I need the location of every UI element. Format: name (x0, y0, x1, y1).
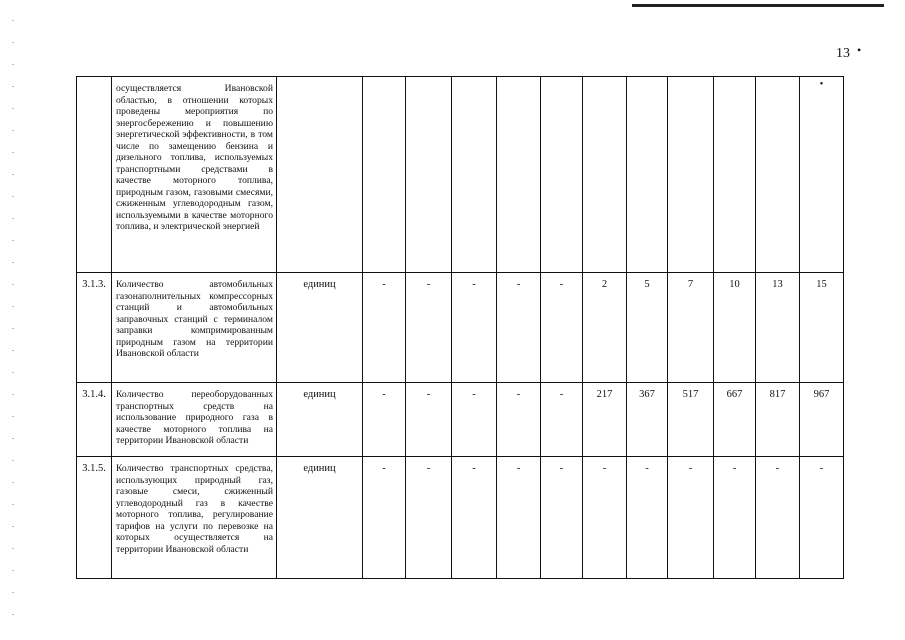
value-cell: 5 (627, 273, 668, 383)
value-cell: - (627, 457, 668, 579)
row-description: Количество автомобильных газонаполнительных компрессорных станций и автомобильных заправочных станций с терминалом заправки компримированным природным газом на территории Ивановской области (112, 273, 277, 383)
row-description: Количество переоборудованных транспортных средств на использование природного газа в качестве моторного топлива на территории Ивановской области (112, 383, 277, 457)
value-cell: 15 (800, 273, 844, 383)
value-cell: - (497, 383, 541, 457)
value-cell (756, 77, 800, 273)
value-cell (363, 77, 406, 273)
value-cell: 967 (800, 383, 844, 457)
row-number: 3.1.4. (77, 383, 112, 457)
row-number (77, 77, 112, 273)
value-cell: - (583, 457, 627, 579)
value-cell: - (452, 273, 497, 383)
value-cell: 367 (627, 383, 668, 457)
row-unit: единиц (277, 273, 363, 383)
table-row (77, 383, 844, 457)
value-cell: - (406, 457, 452, 579)
value-cell: - (497, 273, 541, 383)
table-row (77, 273, 844, 383)
table-row (77, 457, 844, 579)
table-row (77, 77, 844, 273)
value-cell: - (541, 457, 583, 579)
value-cell (800, 77, 844, 273)
value-cell: 10 (714, 273, 756, 383)
value-cell: 667 (714, 383, 756, 457)
value-cell: - (756, 457, 800, 579)
value-cell (668, 77, 714, 273)
value-cell: 217 (583, 383, 627, 457)
indicators-table (76, 76, 844, 579)
value-cell: - (452, 383, 497, 457)
value-cell (541, 77, 583, 273)
page-number: 13 (836, 46, 850, 61)
row-number: 3.1.3. (77, 273, 112, 383)
value-cell: - (800, 457, 844, 579)
row-unit: единиц (277, 383, 363, 457)
value-cell: - (363, 457, 406, 579)
value-cell (406, 77, 452, 273)
header-rule (632, 4, 884, 7)
value-cell: - (363, 383, 406, 457)
row-number: 3.1.5. (77, 457, 112, 579)
value-cell (627, 77, 668, 273)
value-cell: 517 (668, 383, 714, 457)
value-cell: 7 (668, 273, 714, 383)
value-cell: - (668, 457, 714, 579)
value-cell: 2 (583, 273, 627, 383)
page-mark: • (857, 43, 862, 57)
value-cell: 817 (756, 383, 800, 457)
value-cell: - (406, 383, 452, 457)
row-description: Количество транспортных средства, использующих природный газ, газовые смеси, сжиженный углеводородный газ в качестве моторного топлива, регулирование тарифов на услуги по перевозке на которых осуществляется на территории Ивановской области (112, 457, 277, 579)
value-cell (714, 77, 756, 273)
row-description: осуществляется Ивановской областью, в отношении которых проведены мероприятия по энергосбережению и повышению энергетической эффективности, в том числе по замещению бензина и дизельного топлива, используемых транспортными средствами в качестве моторного топлива, природным газом, газовыми смесями, сжиженным углеводородным газом, используемыми в качестве моторного топлива, и электрической энергией (112, 77, 277, 273)
row-unit (277, 77, 363, 273)
value-cell: 13 (756, 273, 800, 383)
value-cell (452, 77, 497, 273)
value-cell: - (541, 383, 583, 457)
value-cell: - (363, 273, 406, 383)
value-cell (583, 77, 627, 273)
value-cell: - (714, 457, 756, 579)
row-unit: единиц (277, 457, 363, 579)
value-cell: - (497, 457, 541, 579)
value-cell: - (406, 273, 452, 383)
value-cell (497, 77, 541, 273)
value-cell: - (452, 457, 497, 579)
value-cell: - (541, 273, 583, 383)
scan-margin-marks (12, 20, 14, 620)
scan-mark: • (819, 79, 824, 90)
